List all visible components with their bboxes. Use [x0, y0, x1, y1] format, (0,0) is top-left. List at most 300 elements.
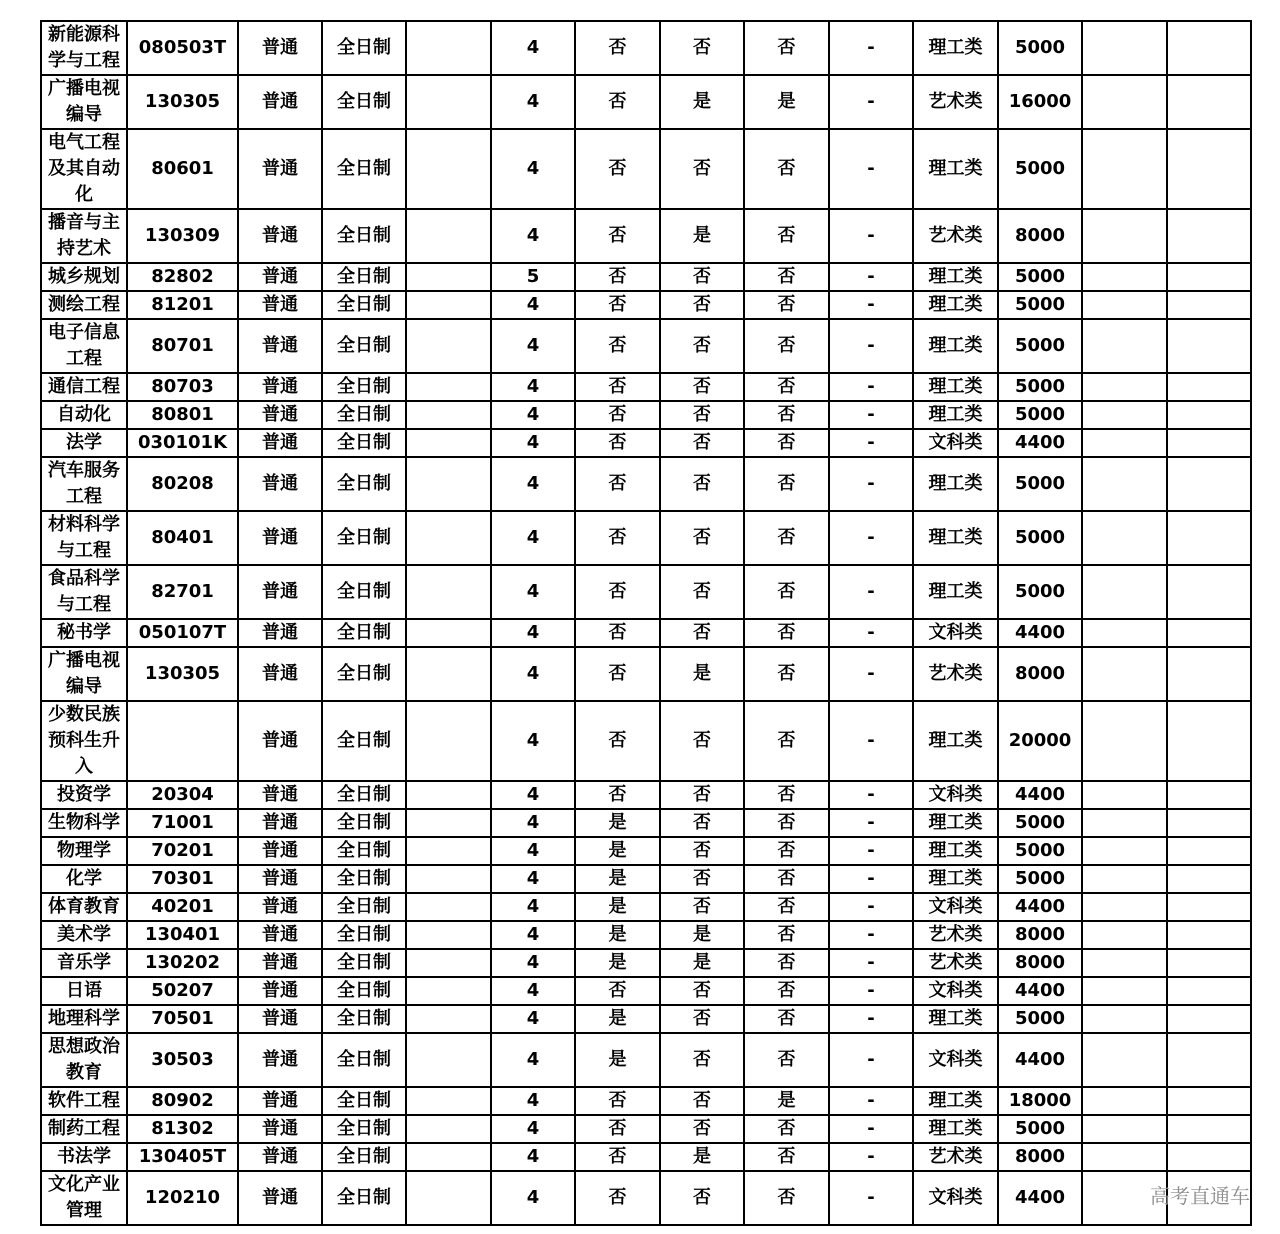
years-cell: 4 [491, 511, 575, 565]
category-cell: 理工类 [913, 701, 998, 781]
flag-3-cell: 否 [744, 429, 829, 457]
level-cell: 普通 [238, 21, 322, 75]
major-name-cell: 新能源科学与工程 [41, 21, 127, 75]
flag-1-cell: 否 [575, 511, 660, 565]
major-code-cell: 82802 [127, 263, 238, 291]
flag-1-cell: 否 [575, 781, 660, 809]
years-cell: 4 [491, 837, 575, 865]
major-code-cell: 030101K [127, 429, 238, 457]
blank-cell [406, 373, 491, 401]
blank-cell [406, 837, 491, 865]
dash-cell: - [829, 977, 913, 1005]
flag-3-cell: 否 [744, 511, 829, 565]
category-cell: 理工类 [913, 373, 998, 401]
fee-cell: 5000 [998, 129, 1082, 209]
blank-cell [406, 977, 491, 1005]
study-mode-cell: 全日制 [322, 373, 406, 401]
flag-3-cell: 否 [744, 1115, 829, 1143]
category-cell: 理工类 [913, 291, 998, 319]
fee-cell: 4400 [998, 619, 1082, 647]
years-cell: 4 [491, 865, 575, 893]
flag-3-cell: 否 [744, 21, 829, 75]
blank-cell [406, 619, 491, 647]
flag-1-cell: 否 [575, 647, 660, 701]
table-row [41, 1143, 1251, 1171]
years-cell: 4 [491, 647, 575, 701]
empty-cell [1167, 319, 1251, 373]
flag-1-cell: 是 [575, 809, 660, 837]
table-row [41, 893, 1251, 921]
blank-cell [406, 701, 491, 781]
level-cell: 普通 [238, 1087, 322, 1115]
major-code-cell: 080503T [127, 21, 238, 75]
blank-cell [406, 129, 491, 209]
category-cell: 理工类 [913, 1005, 998, 1033]
flag-3-cell: 否 [744, 647, 829, 701]
flag-3-cell: 否 [744, 865, 829, 893]
dash-cell: - [829, 1005, 913, 1033]
flag-3-cell: 否 [744, 921, 829, 949]
flag-1-cell: 是 [575, 921, 660, 949]
empty-cell [1167, 809, 1251, 837]
flag-1-cell: 是 [575, 1005, 660, 1033]
flag-1-cell: 否 [575, 1115, 660, 1143]
major-code-cell: 80701 [127, 319, 238, 373]
flag-1-cell: 否 [575, 373, 660, 401]
blank-cell [406, 893, 491, 921]
flag-2-cell: 否 [660, 809, 744, 837]
level-cell: 普通 [238, 1115, 322, 1143]
table-row [41, 209, 1251, 263]
fee-cell: 5000 [998, 809, 1082, 837]
dash-cell: - [829, 619, 913, 647]
flag-1-cell: 否 [575, 701, 660, 781]
level-cell: 普通 [238, 949, 322, 977]
dash-cell: - [829, 893, 913, 921]
flag-1-cell: 否 [575, 209, 660, 263]
study-mode-cell: 全日制 [322, 701, 406, 781]
fee-cell: 8000 [998, 1143, 1082, 1171]
major-code-cell: 50207 [127, 977, 238, 1005]
major-code-cell: 120210 [127, 1171, 238, 1225]
table-row [41, 1171, 1251, 1225]
level-cell: 普通 [238, 701, 322, 781]
blank-cell [406, 429, 491, 457]
flag-1-cell: 否 [575, 565, 660, 619]
years-cell: 4 [491, 129, 575, 209]
study-mode-cell: 全日制 [322, 1087, 406, 1115]
empty-cell [1082, 75, 1167, 129]
major-code-cell: 80801 [127, 401, 238, 429]
fee-cell: 4400 [998, 977, 1082, 1005]
major-name-cell: 汽车服务工程 [41, 457, 127, 511]
dash-cell: - [829, 565, 913, 619]
blank-cell [406, 1033, 491, 1087]
empty-cell [1082, 865, 1167, 893]
study-mode-cell: 全日制 [322, 1005, 406, 1033]
study-mode-cell: 全日制 [322, 401, 406, 429]
table-row [41, 565, 1251, 619]
flag-2-cell: 否 [660, 319, 744, 373]
category-cell: 理工类 [913, 319, 998, 373]
level-cell: 普通 [238, 373, 322, 401]
dash-cell: - [829, 401, 913, 429]
empty-cell [1082, 373, 1167, 401]
empty-cell [1082, 1033, 1167, 1087]
study-mode-cell: 全日制 [322, 319, 406, 373]
flag-1-cell: 是 [575, 837, 660, 865]
study-mode-cell: 全日制 [322, 511, 406, 565]
study-mode-cell: 全日制 [322, 837, 406, 865]
blank-cell [406, 457, 491, 511]
level-cell: 普通 [238, 319, 322, 373]
flag-3-cell: 是 [744, 1087, 829, 1115]
blank-cell [406, 865, 491, 893]
years-cell: 4 [491, 75, 575, 129]
fee-cell: 5000 [998, 401, 1082, 429]
table-row [41, 1033, 1251, 1087]
flag-3-cell: 否 [744, 319, 829, 373]
empty-cell [1167, 291, 1251, 319]
flag-2-cell: 否 [660, 977, 744, 1005]
empty-cell [1082, 1115, 1167, 1143]
level-cell: 普通 [238, 401, 322, 429]
empty-cell [1082, 457, 1167, 511]
empty-cell [1082, 893, 1167, 921]
blank-cell [406, 319, 491, 373]
dash-cell: - [829, 701, 913, 781]
dash-cell: - [829, 1115, 913, 1143]
table-row [41, 949, 1251, 977]
years-cell: 4 [491, 949, 575, 977]
empty-cell [1082, 263, 1167, 291]
table-row [41, 129, 1251, 209]
study-mode-cell: 全日制 [322, 921, 406, 949]
fee-cell: 5000 [998, 21, 1082, 75]
flag-3-cell: 否 [744, 565, 829, 619]
blank-cell [406, 511, 491, 565]
level-cell: 普通 [238, 809, 322, 837]
major-name-cell: 电子信息工程 [41, 319, 127, 373]
dash-cell: - [829, 809, 913, 837]
table-row [41, 21, 1251, 75]
study-mode-cell: 全日制 [322, 457, 406, 511]
years-cell: 5 [491, 263, 575, 291]
dash-cell: - [829, 1087, 913, 1115]
empty-cell [1082, 209, 1167, 263]
flag-1-cell: 是 [575, 1033, 660, 1087]
major-name-cell: 城乡规划 [41, 263, 127, 291]
empty-cell [1082, 1005, 1167, 1033]
level-cell: 普通 [238, 511, 322, 565]
blank-cell [406, 75, 491, 129]
table-row [41, 457, 1251, 511]
flag-2-cell: 否 [660, 21, 744, 75]
empty-cell [1167, 263, 1251, 291]
dash-cell: - [829, 921, 913, 949]
flag-2-cell: 否 [660, 1087, 744, 1115]
years-cell: 4 [491, 1171, 575, 1225]
fee-cell: 8000 [998, 949, 1082, 977]
empty-cell [1167, 781, 1251, 809]
empty-cell [1167, 1087, 1251, 1115]
study-mode-cell: 全日制 [322, 893, 406, 921]
flag-3-cell: 否 [744, 619, 829, 647]
empty-cell [1082, 565, 1167, 619]
major-name-cell: 物理学 [41, 837, 127, 865]
empty-cell [1167, 129, 1251, 209]
level-cell: 普通 [238, 977, 322, 1005]
empty-cell [1167, 921, 1251, 949]
empty-cell [1082, 781, 1167, 809]
fee-cell: 8000 [998, 921, 1082, 949]
category-cell: 文科类 [913, 893, 998, 921]
major-name-cell: 日语 [41, 977, 127, 1005]
years-cell: 4 [491, 781, 575, 809]
flag-3-cell: 否 [744, 977, 829, 1005]
level-cell: 普通 [238, 1171, 322, 1225]
level-cell: 普通 [238, 1033, 322, 1087]
major-name-cell: 书法学 [41, 1143, 127, 1171]
study-mode-cell: 全日制 [322, 429, 406, 457]
years-cell: 4 [491, 809, 575, 837]
flag-3-cell: 否 [744, 291, 829, 319]
major-name-cell: 生物科学 [41, 809, 127, 837]
table-row [41, 319, 1251, 373]
empty-cell [1167, 949, 1251, 977]
table-body [41, 21, 1251, 1225]
dash-cell: - [829, 263, 913, 291]
category-cell: 理工类 [913, 129, 998, 209]
empty-cell [1167, 647, 1251, 701]
category-cell: 文科类 [913, 977, 998, 1005]
flag-2-cell: 是 [660, 1143, 744, 1171]
category-cell: 理工类 [913, 837, 998, 865]
blank-cell [406, 21, 491, 75]
fee-cell: 4400 [998, 1033, 1082, 1087]
fee-cell: 5000 [998, 837, 1082, 865]
major-code-cell: 20304 [127, 781, 238, 809]
years-cell: 4 [491, 921, 575, 949]
empty-cell [1167, 865, 1251, 893]
study-mode-cell: 全日制 [322, 1033, 406, 1087]
blank-cell [406, 1171, 491, 1225]
empty-cell [1167, 1005, 1251, 1033]
flag-2-cell: 是 [660, 209, 744, 263]
study-mode-cell: 全日制 [322, 647, 406, 701]
category-cell: 艺术类 [913, 209, 998, 263]
level-cell: 普通 [238, 129, 322, 209]
table-row [41, 75, 1251, 129]
years-cell: 4 [491, 457, 575, 511]
category-cell: 文科类 [913, 429, 998, 457]
flag-2-cell: 否 [660, 129, 744, 209]
table-row [41, 781, 1251, 809]
flag-1-cell: 否 [575, 977, 660, 1005]
category-cell: 理工类 [913, 263, 998, 291]
major-table [40, 20, 1252, 1226]
empty-cell [1167, 21, 1251, 75]
flag-2-cell: 否 [660, 1033, 744, 1087]
flag-1-cell: 是 [575, 893, 660, 921]
category-cell: 艺术类 [913, 921, 998, 949]
level-cell: 普通 [238, 1143, 322, 1171]
major-code-cell: 80208 [127, 457, 238, 511]
flag-3-cell: 否 [744, 837, 829, 865]
dash-cell: - [829, 457, 913, 511]
category-cell: 文科类 [913, 1171, 998, 1225]
study-mode-cell: 全日制 [322, 209, 406, 263]
flag-3-cell: 否 [744, 1143, 829, 1171]
empty-cell [1082, 1143, 1167, 1171]
fee-cell: 16000 [998, 75, 1082, 129]
empty-cell [1082, 619, 1167, 647]
table-row [41, 865, 1251, 893]
flag-1-cell: 否 [575, 429, 660, 457]
study-mode-cell: 全日制 [322, 949, 406, 977]
category-cell: 理工类 [913, 1115, 998, 1143]
major-name-cell: 广播电视编导 [41, 75, 127, 129]
major-code-cell: 130401 [127, 921, 238, 949]
fee-cell: 5000 [998, 373, 1082, 401]
flag-1-cell: 是 [575, 865, 660, 893]
major-name-cell: 音乐学 [41, 949, 127, 977]
blank-cell [406, 809, 491, 837]
major-name-cell: 思想政治教育 [41, 1033, 127, 1087]
years-cell: 4 [491, 1087, 575, 1115]
flag-3-cell: 否 [744, 373, 829, 401]
category-cell: 理工类 [913, 1087, 998, 1115]
flag-2-cell: 否 [660, 429, 744, 457]
major-code-cell: 130305 [127, 647, 238, 701]
category-cell: 理工类 [913, 865, 998, 893]
study-mode-cell: 全日制 [322, 1143, 406, 1171]
dash-cell: - [829, 129, 913, 209]
empty-cell [1167, 1115, 1251, 1143]
flag-2-cell: 否 [660, 565, 744, 619]
major-name-cell: 广播电视编导 [41, 647, 127, 701]
major-code-cell: 80601 [127, 129, 238, 209]
major-code-cell: 82701 [127, 565, 238, 619]
category-cell: 艺术类 [913, 949, 998, 977]
flag-2-cell: 否 [660, 865, 744, 893]
major-name-cell: 制药工程 [41, 1115, 127, 1143]
blank-cell [406, 1005, 491, 1033]
level-cell: 普通 [238, 75, 322, 129]
major-code-cell [127, 701, 238, 781]
blank-cell [406, 921, 491, 949]
category-cell: 理工类 [913, 21, 998, 75]
blank-cell [406, 1087, 491, 1115]
level-cell: 普通 [238, 1005, 322, 1033]
table-row [41, 837, 1251, 865]
empty-cell [1082, 21, 1167, 75]
dash-cell: - [829, 949, 913, 977]
major-name-cell: 播音与主持艺术 [41, 209, 127, 263]
study-mode-cell: 全日制 [322, 263, 406, 291]
years-cell: 4 [491, 209, 575, 263]
table-row [41, 809, 1251, 837]
fee-cell: 4400 [998, 1171, 1082, 1225]
flag-2-cell: 否 [660, 837, 744, 865]
category-cell: 艺术类 [913, 1143, 998, 1171]
blank-cell [406, 647, 491, 701]
empty-cell [1167, 619, 1251, 647]
major-name-cell: 自动化 [41, 401, 127, 429]
dash-cell: - [829, 75, 913, 129]
flag-2-cell: 是 [660, 949, 744, 977]
fee-cell: 4400 [998, 781, 1082, 809]
flag-2-cell: 是 [660, 647, 744, 701]
empty-cell [1167, 701, 1251, 781]
fee-cell: 5000 [998, 1005, 1082, 1033]
dash-cell: - [829, 1143, 913, 1171]
empty-cell [1167, 1143, 1251, 1171]
flag-1-cell: 否 [575, 263, 660, 291]
category-cell: 文科类 [913, 1033, 998, 1087]
major-name-cell: 测绘工程 [41, 291, 127, 319]
flag-2-cell: 否 [660, 1115, 744, 1143]
years-cell: 4 [491, 401, 575, 429]
fee-cell: 5000 [998, 565, 1082, 619]
years-cell: 4 [491, 701, 575, 781]
flag-1-cell: 否 [575, 1143, 660, 1171]
table-row [41, 511, 1251, 565]
table-row [41, 647, 1251, 701]
flag-2-cell: 否 [660, 401, 744, 429]
level-cell: 普通 [238, 781, 322, 809]
flag-3-cell: 否 [744, 893, 829, 921]
empty-cell [1082, 429, 1167, 457]
flag-1-cell: 否 [575, 457, 660, 511]
major-code-cell: 81201 [127, 291, 238, 319]
blank-cell [406, 565, 491, 619]
table-row [41, 373, 1251, 401]
major-name-cell: 地理科学 [41, 1005, 127, 1033]
table-row [41, 701, 1251, 781]
flag-2-cell: 是 [660, 75, 744, 129]
fee-cell: 5000 [998, 457, 1082, 511]
years-cell: 4 [491, 373, 575, 401]
flag-2-cell: 否 [660, 1171, 744, 1225]
table-row [41, 1005, 1251, 1033]
study-mode-cell: 全日制 [322, 129, 406, 209]
major-name-cell: 美术学 [41, 921, 127, 949]
major-name-cell: 秘书学 [41, 619, 127, 647]
dash-cell: - [829, 209, 913, 263]
flag-1-cell: 否 [575, 401, 660, 429]
major-code-cell: 80703 [127, 373, 238, 401]
level-cell: 普通 [238, 263, 322, 291]
fee-cell: 5000 [998, 263, 1082, 291]
flag-3-cell: 否 [744, 781, 829, 809]
category-cell: 理工类 [913, 809, 998, 837]
flag-3-cell: 否 [744, 457, 829, 511]
dash-cell: - [829, 429, 913, 457]
study-mode-cell: 全日制 [322, 809, 406, 837]
flag-3-cell: 否 [744, 129, 829, 209]
major-code-cell: 050107T [127, 619, 238, 647]
study-mode-cell: 全日制 [322, 75, 406, 129]
major-name-cell: 食品科学与工程 [41, 565, 127, 619]
flag-1-cell: 否 [575, 1171, 660, 1225]
flag-1-cell: 否 [575, 21, 660, 75]
flag-2-cell: 否 [660, 781, 744, 809]
empty-cell [1167, 837, 1251, 865]
years-cell: 4 [491, 1005, 575, 1033]
major-code-cell: 40201 [127, 893, 238, 921]
major-name-cell: 化学 [41, 865, 127, 893]
